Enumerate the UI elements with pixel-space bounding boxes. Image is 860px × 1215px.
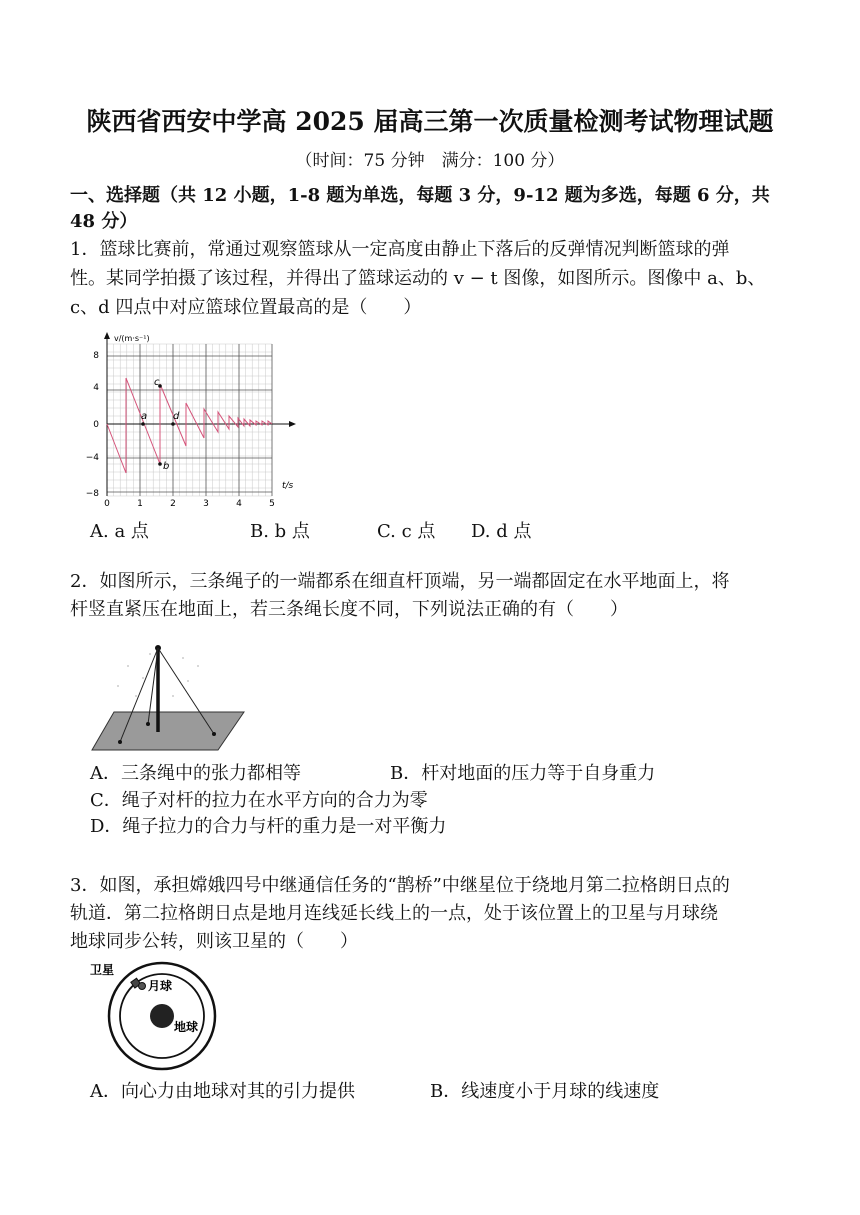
y-axis-label: v/(m·s⁻¹) xyxy=(114,334,150,343)
point-b-marker xyxy=(158,462,162,466)
earth-label: 地球 xyxy=(174,1020,199,1034)
section-heading-line2: 48 分） xyxy=(70,211,138,232)
earth-icon xyxy=(150,1004,174,1028)
x-tick-5: 5 xyxy=(269,499,275,509)
q3-option-b[interactable]: B．线速度小于月球的线速度 xyxy=(430,1081,660,1102)
x-tick-0: 0 xyxy=(104,499,110,509)
q1-text-line1: 1．篮球比赛前，常通过观察篮球从一定高度由静止下落后的反弹情况判断篮球的弹 xyxy=(70,239,730,260)
y-tick-0: 0 xyxy=(93,420,99,430)
point-a-label: a xyxy=(141,411,148,422)
point-b-label: b xyxy=(163,461,170,472)
x-tick-2: 2 xyxy=(170,499,176,509)
q2-rod-ropes-figure xyxy=(88,636,248,754)
q2-text-line1: 2．如图所示，三条绳子的一端都系在细直杆顶端，另一端都固定在水平地面上，将 xyxy=(70,571,730,592)
q1-option-b[interactable]: B. b 点 xyxy=(250,521,310,542)
q2-option-c[interactable]: C．绳子对杆的拉力在水平方向的合力为零 xyxy=(90,790,428,811)
q3-text-line3: 地球同步公转，则该卫星的（ ） xyxy=(70,931,358,952)
x-tick-4: 4 xyxy=(236,499,242,509)
q1-text-line2: 性。某同学拍摄了该过程，并得出了篮球运动的 v − t 图像，如图所示。图像中 a、b、 xyxy=(70,268,766,289)
q1-option-c[interactable]: C. c 点 xyxy=(377,521,436,542)
y-tick-neg8: −8 xyxy=(86,489,99,499)
moon-icon xyxy=(139,983,146,990)
x-tick-1: 1 xyxy=(137,499,143,509)
q1-option-a[interactable]: A. a 点 xyxy=(90,521,149,542)
q3-orbit-figure xyxy=(88,958,228,1074)
point-d-marker xyxy=(171,422,175,426)
y-tick-4: 4 xyxy=(93,383,99,393)
page-subtitle: （时间：75 分钟 满分：100 分） xyxy=(295,151,565,171)
q2-option-a[interactable]: A．三条绳中的张力都相等 xyxy=(90,763,301,784)
section-heading-line1: 一、选择题（共 12 小题，1-8 题为单选，每题 3 分，9-12 题为多选，每题 6 分，共 xyxy=(70,185,770,206)
page-title: 陕西省西安中学高 2025 届高三第一次质量检测考试物理试题 xyxy=(86,107,774,136)
x-tick-3: 3 xyxy=(203,499,209,509)
ground-plane xyxy=(92,712,244,750)
q2-option-d[interactable]: D．绳子拉力的合力与杆的重力是一对平衡力 xyxy=(90,816,447,837)
q2-text-line2: 杆竖直紧压在地面上，若三条绳长度不同，下列说法正确的有（ ） xyxy=(70,599,628,620)
anchor-1 xyxy=(118,740,122,744)
q1-option-d[interactable]: D. d 点 xyxy=(471,521,532,542)
y-tick-8: 8 xyxy=(93,351,99,361)
anchor-2 xyxy=(146,722,150,726)
q2-option-b[interactable]: B．杆对地面的压力等于自身重力 xyxy=(390,763,656,784)
point-a-marker xyxy=(141,422,145,426)
q3-text-line2: 轨道．第二拉格朗日点是地月连线延长线上的一点，处于该位置上的卫星与月球绕 xyxy=(70,903,718,924)
satellite-label: 卫星 xyxy=(90,963,115,977)
point-c-label: c xyxy=(154,377,160,388)
q3-text-line1: 3．如图，承担嫦娥四号中继通信任务的“鹊桥”中继星位于绕地月第二拉格朗日点的 xyxy=(70,875,730,896)
y-tick-neg4: −4 xyxy=(86,453,99,463)
anchor-3 xyxy=(212,732,216,736)
y-axis-arrow-icon xyxy=(104,332,110,339)
moon-label: 月球 xyxy=(148,979,173,993)
point-d-label: d xyxy=(173,411,180,422)
q3-option-a[interactable]: A．向心力由地球对其的引力提供 xyxy=(90,1081,355,1102)
x-axis-arrow-icon xyxy=(289,421,296,427)
q1-vt-graph xyxy=(86,328,306,513)
x-axis-label: t/s xyxy=(282,481,294,491)
q1-text-line3: c、d 四点中对应篮球位置最高的是（ ） xyxy=(70,297,422,318)
